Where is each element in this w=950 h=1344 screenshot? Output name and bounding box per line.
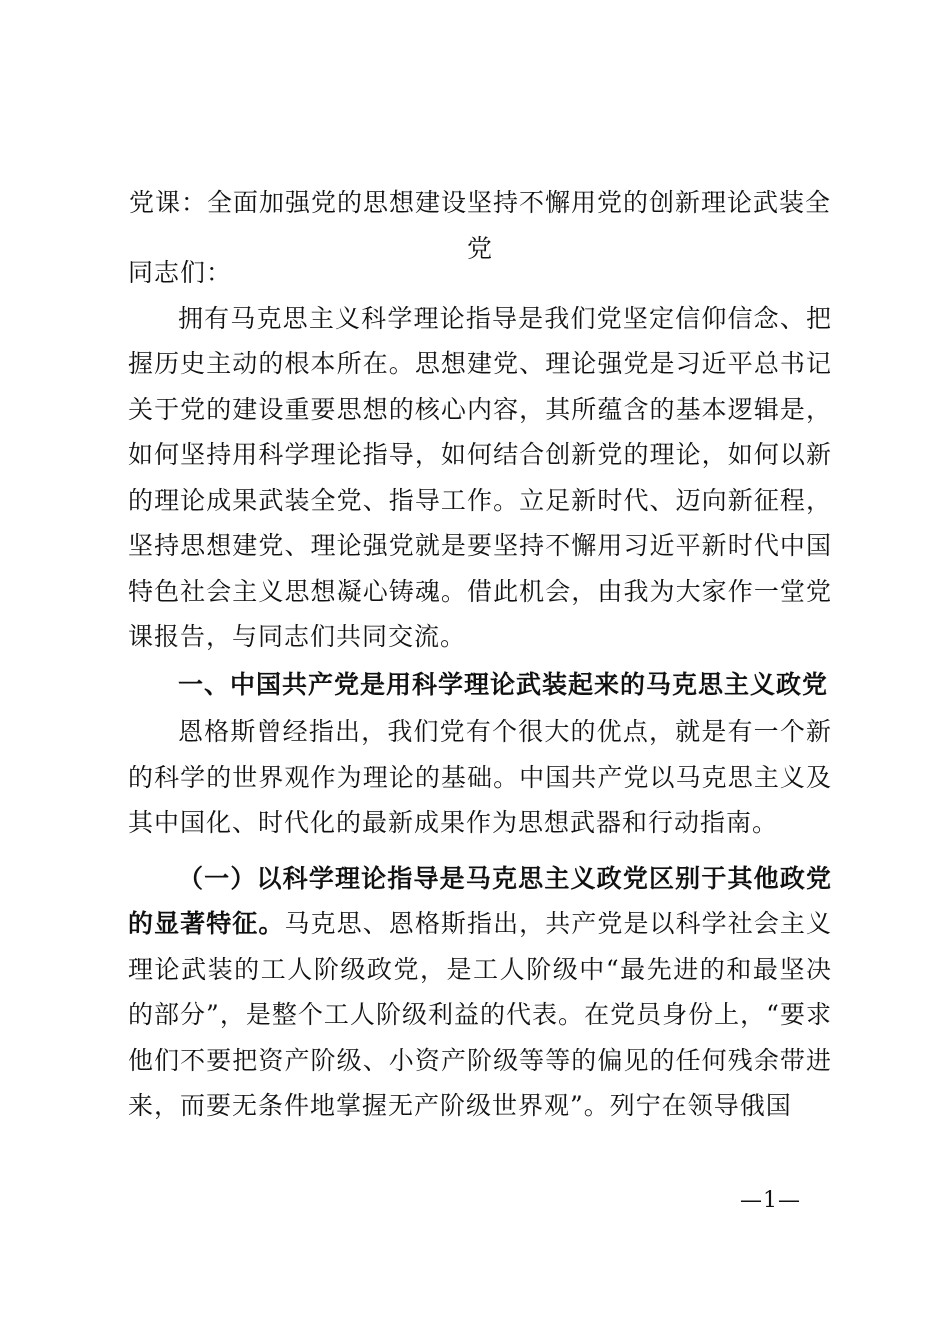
section-heading: 一、中国共产党是用科学理论武装起来的马克思主义政党 [178, 669, 829, 699]
salutation: 同志们： [128, 258, 233, 287]
intro-paragraph: 拥有马克思主义科学理论指导是我们党坚定信仰信念、把握历史主动的根本所在。思想建党、理论强党是习近平总书记关于党的建设重要思想的核心内容，其所蕴含的基本逻辑是，如何坚持用科学理论指导，如何结合创新党的理论，如何以新的理论成果武装全党、指导工作。立足新时代、迈向新征程，坚持思想建党、理论强党就是要坚持不懈用习近平新时代中国特色社会主义思想凝心铸魂。借此机会，由我为大家作一堂党课报告，与同志们共同交流。 [128, 303, 832, 651]
subsection-paragraph [128, 856, 832, 1129]
page-number: —1— [740, 1188, 801, 1213]
document-title: 党课：全面加强党的思想建设坚持不懈用党的创新理论武装全党 [128, 188, 831, 263]
subsection-lead: （一）以科学理论指导是马克思主义政党区别于其他政党的显著特征。 [128, 863, 832, 938]
document-body [128, 250, 832, 1129]
subsection-text: 马克思、恩格斯指出，共产党是以科学社会主义理论武装的工人阶级政党，是工人阶级中“最先进的和最坚决的部分”，是整个工人阶级利益的代表。在党员身份上，“要求他们不要把资产阶级、小资产阶级等等的偏见的任何残余带进来，而要无条件地掌握无产阶级世界观”。列宁在领导俄国 [128, 909, 832, 1120]
section-paragraph: 恩格斯曾经指出，我们党有个很大的优点，就是有一个新的科学的世界观作为理论的基础。中国共产党以马克思主义及其中国化、时代化的最新成果作为思想武器和行动指南。 [128, 717, 832, 837]
